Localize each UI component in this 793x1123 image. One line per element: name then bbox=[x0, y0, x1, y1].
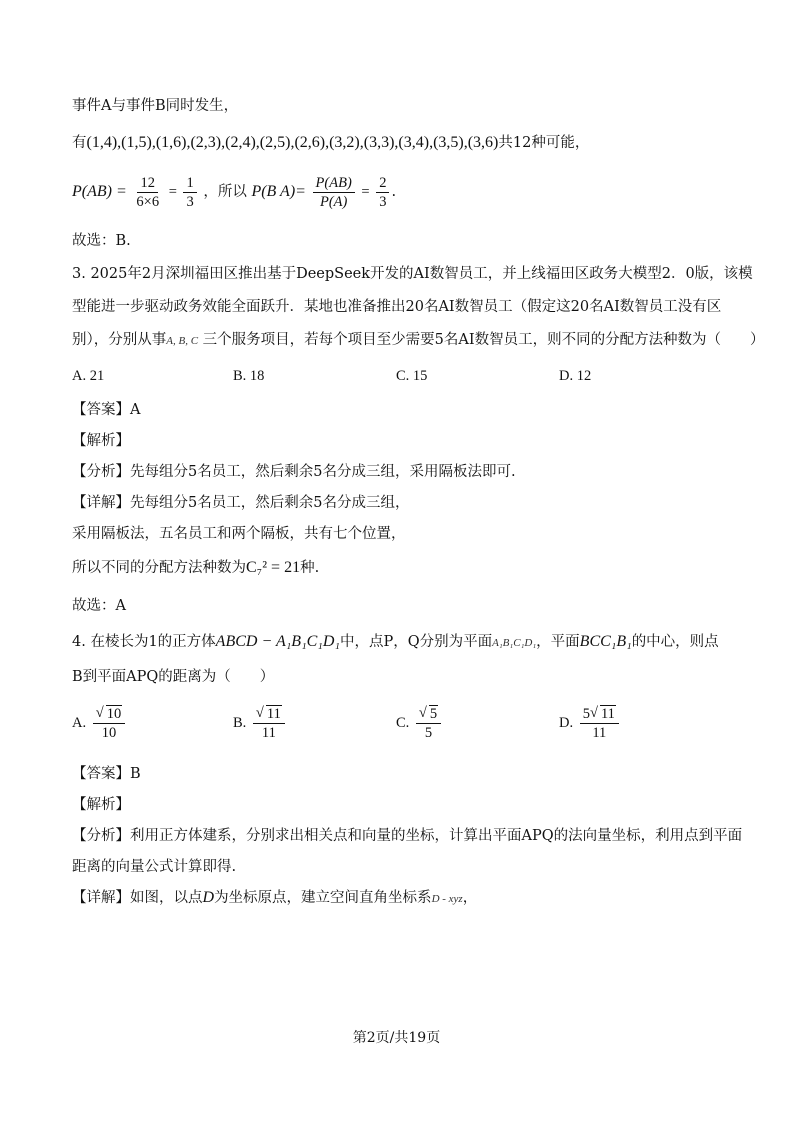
q4-xiangjie bbox=[72, 888, 477, 909]
q4-text-1c: ，平面 bbox=[536, 634, 580, 650]
period: . bbox=[391, 184, 397, 200]
cube-label: ABCD − A₁B₁C₁D₁ bbox=[215, 633, 340, 650]
q4-text-1d: 的中心，则点 bbox=[631, 634, 719, 650]
q3-stem-line-3 bbox=[72, 330, 765, 351]
so-text: ，所以 bbox=[203, 184, 247, 200]
q3-detail-2 bbox=[72, 524, 406, 544]
fraction-pab-over-pa: $\frac{P(AB)}{P(A)}$ bbox=[313, 174, 355, 211]
q4-option-a: A. √ $\frac{10}{10}$ bbox=[72, 703, 127, 743]
q4-text-1a: 4. 在棱长为1的正方体 bbox=[72, 634, 216, 650]
q4-option-a-fraction: √ $\frac{10}{10}$ bbox=[93, 705, 126, 742]
q3-option-b: B. 18 bbox=[233, 368, 265, 384]
q4-option-d-fraction: $\frac{5√ 11}{11}$ bbox=[580, 705, 619, 742]
fraction-12-over-36: $\frac{12}{6\times 6}$ bbox=[136, 174, 160, 210]
q3-detail-3a-text: 所以不同的分配方法种数为 bbox=[72, 560, 246, 576]
q3-option-c: C. 15 bbox=[396, 368, 428, 384]
q3-xiangjie bbox=[72, 493, 409, 513]
q4-option-c-fraction: √ $\frac{5}{5}$ bbox=[416, 705, 441, 742]
formula-line-probability bbox=[72, 172, 396, 212]
text-line-event bbox=[72, 96, 238, 116]
q3-stem-line-1 bbox=[72, 264, 753, 284]
q4-text-2: B到平面APQ的距离为（ ） bbox=[72, 669, 275, 685]
equals-sign-2: = bbox=[361, 184, 370, 200]
q4-option-c: C. √ $\frac{5}{5}$ bbox=[396, 703, 443, 743]
q3-detail-2-text: 采用隔板法，五名员工和两个隔板，共有七个位置， bbox=[72, 526, 406, 542]
q3-abc-labels: A, B, C bbox=[166, 335, 199, 347]
q4-option-d: D. $\frac{5√ 11}{11}$ bbox=[559, 703, 621, 743]
q4-xiangjie-text-c: ， bbox=[462, 890, 478, 906]
select-b-text: 故选：B. bbox=[72, 233, 131, 249]
q3-select-text: 故选：A bbox=[72, 598, 126, 614]
q4-option-b-fraction: √ $\frac{11}{11}$ bbox=[253, 705, 285, 742]
q3-option-a: A. 21 bbox=[72, 368, 105, 384]
q3-text-2: 型能进一步驱动政务效能全面跃升．某地也准备推出20名AI数智员工（假定这20名AI数智员工没有区 bbox=[72, 299, 722, 315]
q3-detail-3 bbox=[72, 558, 319, 578]
coordinate-system-label: D - xyz bbox=[431, 893, 463, 905]
q3-option-d: D. 12 bbox=[559, 368, 592, 384]
pairs-prefix: 有 bbox=[72, 135, 87, 151]
q3-jiexi-text: 【解析】 bbox=[72, 433, 130, 449]
point-d-label: D bbox=[202, 889, 215, 906]
text-line-select-b bbox=[72, 231, 131, 251]
q4-answer bbox=[72, 764, 141, 784]
q4-xiangjie-text-b: 为坐标原点，建立空间直角坐标系 bbox=[214, 890, 432, 906]
q4-stem-line-1 bbox=[72, 632, 719, 653]
fraction-2-over-3: $\frac{2}{3}$ bbox=[376, 174, 389, 211]
q3-select bbox=[72, 596, 126, 616]
equals-sign: = bbox=[168, 184, 177, 200]
q4-xiangjie-text-a: 【详解】如图，以点 bbox=[72, 890, 203, 906]
q4-text-1b: 中，点P，Q分别为平面 bbox=[339, 634, 493, 650]
pairs-list: (1,4),(1,5),(1,6),(2,3),(2,4),(2,5),(2,6),(3,2),(3,3),(3,4),(3,5),(3,6) bbox=[86, 134, 499, 151]
q3-text-1: 3. 2025年2月深圳福田区推出基于DeepSeek开发的AI数智员工，并上线福田区政务大模型2．0版，该模 bbox=[72, 266, 753, 282]
q3-stem-line-2 bbox=[72, 297, 721, 317]
q3-fenxi bbox=[72, 462, 516, 482]
p-b-given-a-label: P(B A)= bbox=[251, 183, 306, 200]
plane-a1b1c1d1-label: A₁B₁C₁D₁ bbox=[492, 637, 537, 649]
page-footer bbox=[0, 1027, 793, 1047]
q3-detail-3b-text: 种. bbox=[300, 560, 320, 576]
q3-answer-text: 【答案】A bbox=[72, 402, 141, 418]
p-ab-label: P(AB) = bbox=[72, 183, 127, 200]
q4-answer-text: 【答案】B bbox=[72, 766, 141, 782]
q3-text-3b: 三个服务项目，若每个项目至少需要5名AI数智员工，则不同的分配方法种数为（ ） bbox=[202, 332, 765, 348]
q4-option-b: B. √ $\frac{11}{11}$ bbox=[233, 703, 287, 743]
q4-fenxi-line-2 bbox=[72, 857, 236, 877]
text-line-pairs bbox=[72, 133, 589, 153]
page-number: 第2页/共19页 bbox=[352, 1030, 441, 1046]
q3-xiangjie-text: 【详解】先每组分5名员工，然后剩余5名分成三组， bbox=[72, 495, 410, 511]
q3-jiexi bbox=[72, 431, 130, 451]
fraction-1-over-3: $\frac{1}{3}$ bbox=[183, 174, 196, 211]
event-text: 事件A与事件B同时发生， bbox=[72, 98, 239, 114]
pairs-suffix: 共12种可能， bbox=[498, 135, 590, 151]
q3-fenxi-text: 【分析】先每组分5名员工，然后剩余5名分成三组，采用隔板法即可. bbox=[72, 464, 516, 480]
q3-text-3a: 别），分别从事 bbox=[72, 332, 167, 348]
q4-fenxi-text-1: 【分析】利用正方体建系，分别求出相关点和向量的坐标，计算出平面APQ的法向量坐标，利用点到平面 bbox=[72, 828, 743, 844]
combination-formula: C₇² = 21 bbox=[246, 559, 301, 576]
coefficient: 5 bbox=[582, 705, 590, 722]
q4-jiexi bbox=[72, 795, 130, 815]
plane-bcc1b1-label: BCC₁B₁ bbox=[579, 633, 632, 650]
q4-stem-line-2 bbox=[72, 667, 274, 687]
q4-fenxi-line-1 bbox=[72, 826, 742, 846]
q3-answer bbox=[72, 400, 140, 420]
q4-fenxi-text-2: 距离的向量公式计算即得. bbox=[72, 859, 237, 875]
q4-jiexi-text: 【解析】 bbox=[72, 797, 130, 813]
